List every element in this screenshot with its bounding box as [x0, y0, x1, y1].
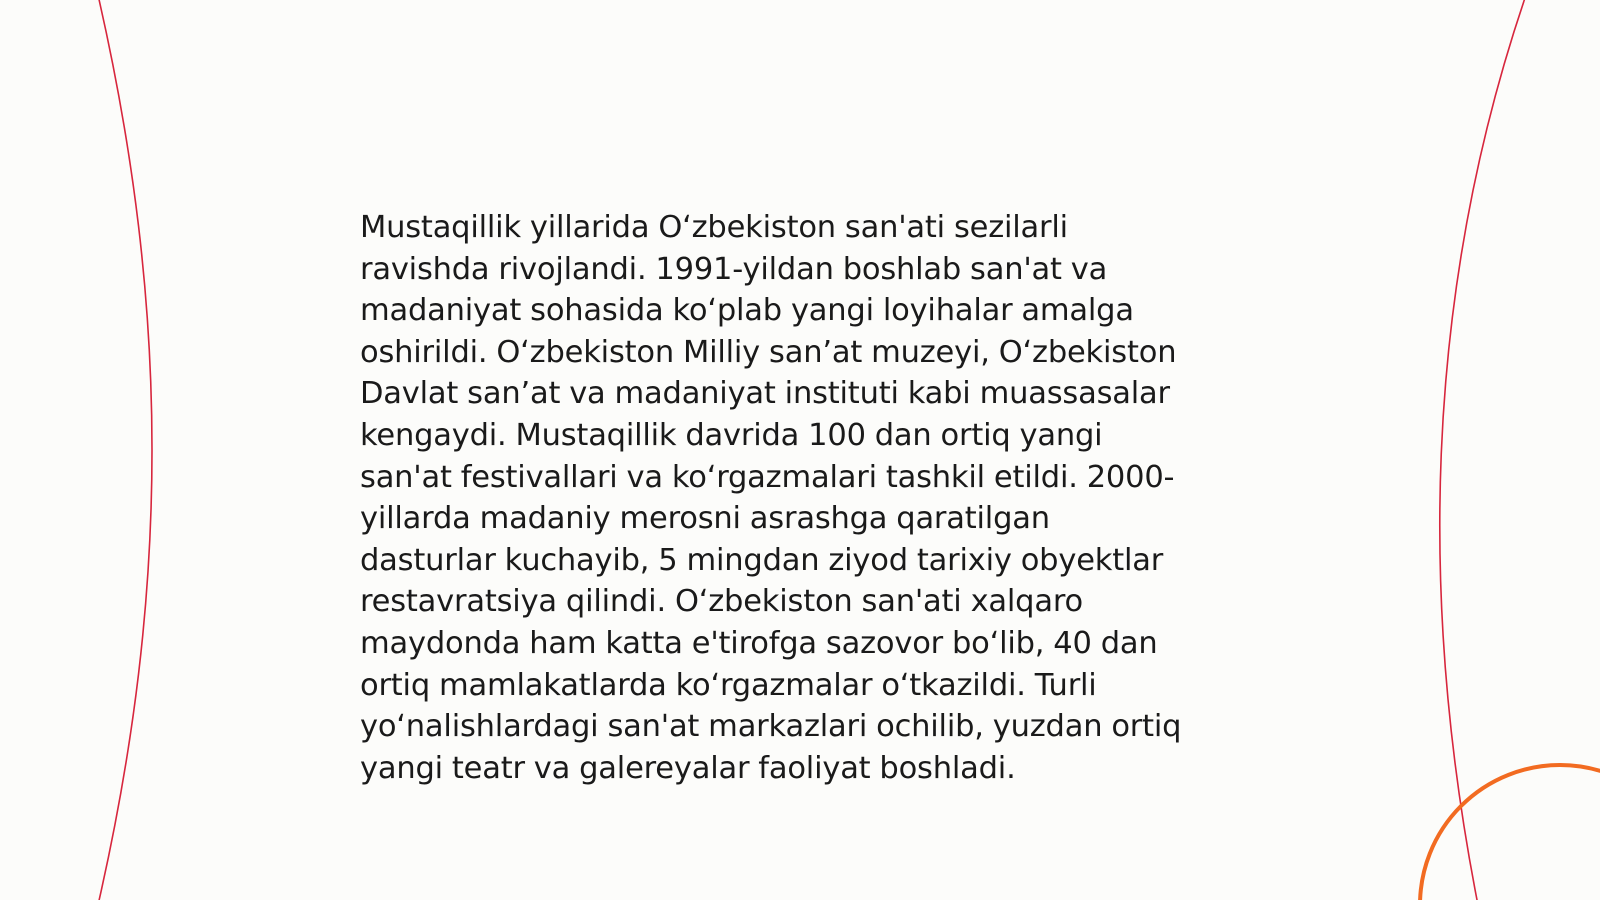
- paragraph-line: yo‘nalishlardagi san'at markazlari ochilib, yuzdan ortiq: [360, 709, 1182, 745]
- paragraph-line: maydonda ham katta e'tirofga sazovor bo‘lib, 40 dan: [360, 625, 1158, 661]
- paragraph-line: ravishda rivojlandi. 1991-yildan boshlab san'at va: [360, 251, 1108, 287]
- paragraph-line: madaniyat sohasida ko‘plab yangi loyihalar amalga: [360, 293, 1134, 329]
- paragraph-line: dasturlar kuchayib, 5 mingdan ziyod tarixiy obyektlar: [360, 542, 1164, 578]
- paragraph-line: ortiq mamlakatlarda ko‘rgazmalar o‘tkazildi. Turli: [360, 667, 1097, 703]
- paragraph-line: restavratsiya qilindi. O‘zbekiston san'ati xalqaro: [360, 584, 1083, 620]
- paragraph-line: oshirildi. O‘zbekiston Milliy san’at muzeyi, O‘zbekiston: [360, 334, 1177, 370]
- right-curve-line: [1440, 0, 1526, 900]
- paragraph-line: yangi teatr va galereyalar faoliyat boshladi.: [360, 750, 1016, 786]
- paragraph-line: Mustaqillik yillarida O‘zbekiston san'ati sezilarli: [360, 210, 1068, 245]
- paragraph-line: san'at festivallari va ko‘rgazmalari tashkil etildi. 2000-: [360, 459, 1175, 495]
- paragraph-line: yillarda madaniy merosni asrashga qaratilgan: [360, 501, 1050, 537]
- accent-circle: [1420, 765, 1600, 900]
- body-paragraph: [360, 207, 1240, 789]
- paragraph-line: kengaydi. Mustaqillik davrida 100 dan ortiq yangi: [360, 417, 1103, 453]
- left-curve-line: [98, 0, 152, 900]
- paragraph-line: Davlat san’at va madaniyat instituti kabi muassasalar: [360, 376, 1170, 412]
